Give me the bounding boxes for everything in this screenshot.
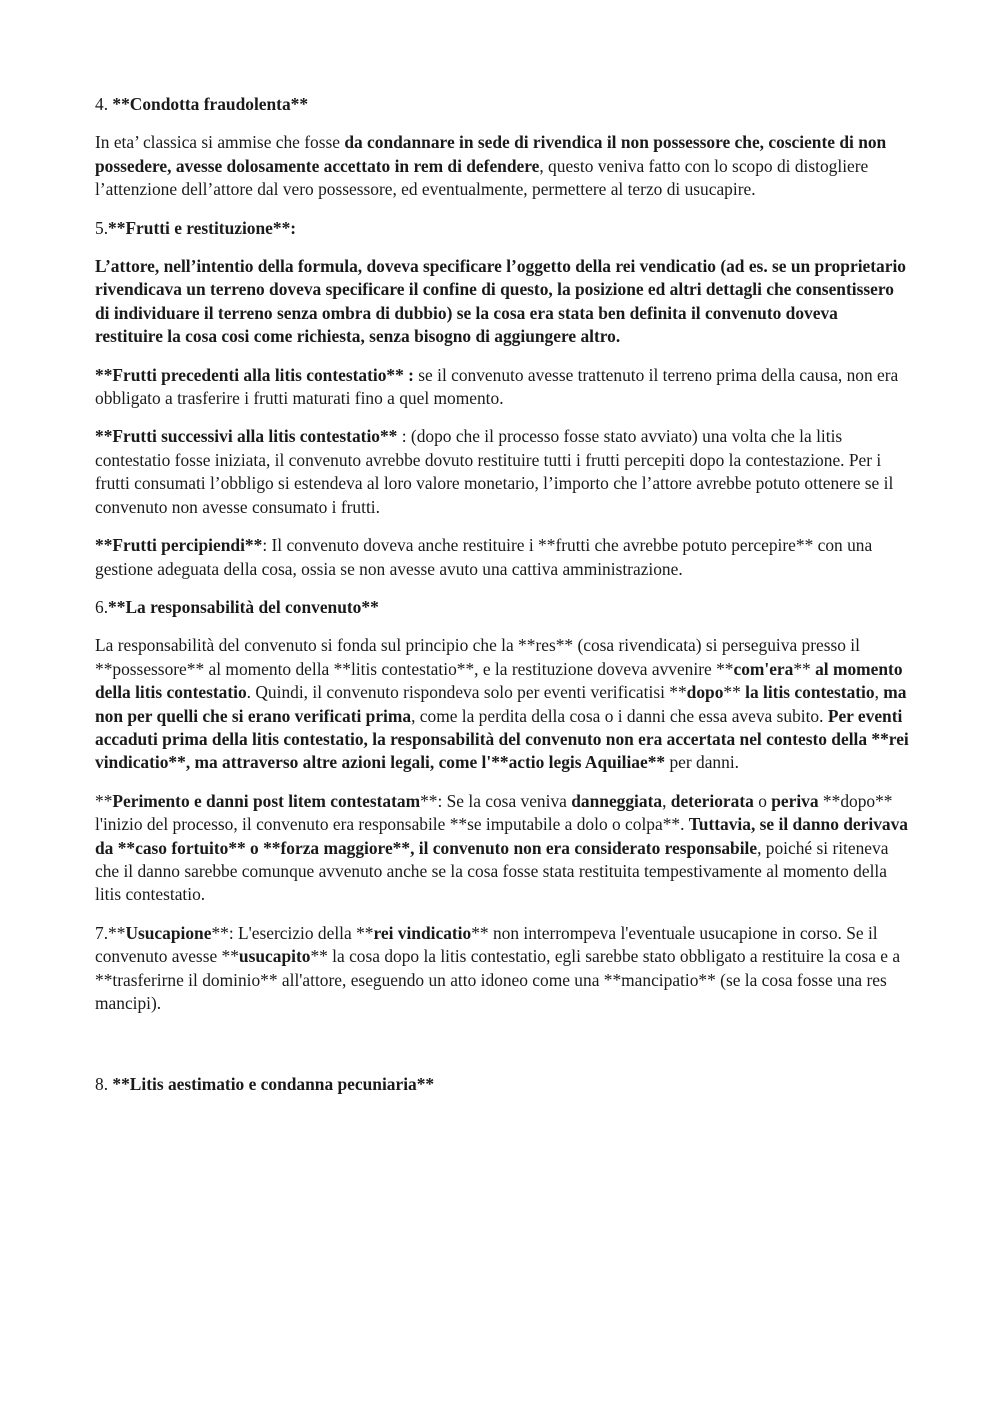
section-title: **Litis aestimatio e condanna pecuniaria**: [112, 1074, 435, 1095]
section-5-heading: [95, 217, 910, 240]
section-7-paragraph: 7.**Usucapione**: L'esercizio della **rei vindicatio** non interrompeva l'eventuale usucapione in corso. Se il convenuto avesse **usucapito** la cosa dopo la litis contestatio, egli sarebbe stato obbligato a restituire la cosa e a **trasferirne il dominio** all'attore, eseguendo un atto idoneo come una **mancipatio** (se la cosa fosse una res mancipi).: [95, 922, 901, 1013]
section-number: 6.: [95, 596, 109, 617]
section-6-paragraph: La responsabilità del convenuto si fonda sul principio che la **res** (cosa rivendicata) si perseguiva presso il **possessore** al momento della **litis contestatio**, e la restituzione doveva avvenire **com'era** al momento della litis contestatio. Quindi, il convenuto rispondeva solo per eventi verificatisi **dopo** la litis contestatio, ma non per quelli che si erano verificati prima, come la perdita della cosa o i danni che essa aveva subito. Per eventi accaduti prima della litis contestatio, la responsabilità del convenuto non era accertata nel contesto della **rei vindicatio**, ma attraverso altre azioni legali, come l'**actio legis Aquiliae** per danni.: [95, 635, 909, 773]
section-4-heading: [95, 93, 910, 116]
frutti-successivi-paragraph: **Frutti successivi alla litis contestatio** : (dopo che il processo fosse stato avviato) una volta che la litis contestatio fosse iniziata, il convenuto avrebbe dovuto restituire tutti i frutti percepiti dopo la contestazione. Per i frutti consumati l’obbligo si estendeva al loro valore monetario, l’importo che l’attore avrebbe potuto ottenere se il convenuto non avesse consumato i frutti.: [95, 426, 894, 517]
frutti-precedenti-paragraph: **Frutti precedenti alla litis contestatio** : se il convenuto avesse trattenuto il terreno prima della causa, non era obbligato a trasferire i frutti maturati fino a quel momento.: [95, 364, 899, 409]
section-number: 8.: [95, 1074, 113, 1095]
section-number: 5.: [95, 217, 109, 238]
section-title: **Frutti e restituzione**:: [108, 217, 297, 238]
perimento-paragraph: **Perimento e danni post litem contestatam**: Se la cosa veniva danneggiata, deteriorata o periva **dopo** l'inizio del processo, il convenuto era responsabile **se imputabile a dolo o colpa**. Tuttavia, se il danno derivava da **caso fortuito** o **forza maggiore**, il convenuto non era considerato responsabile, poiché si riteneva che il danno sarebbe comunque avvenuto anche se la cosa fosse stata restituita tempestivamente al momento della litis contestatio.: [95, 790, 908, 905]
section-8-heading: [95, 1073, 910, 1096]
document-page: [95, 93, 910, 1112]
section-number: 4.: [95, 94, 113, 114]
section-title: **Condotta fraudolenta**: [112, 94, 309, 114]
section-6-heading: [95, 596, 910, 619]
section-4-paragraph: In eta’ classica si ammise che fosse da condannare in sede di rivendica il non possessore che, cosciente di non possedere, avesse dolosamente accettato in rem di defendere, questo veniva fatto con lo scopo di distogliere l’attenzione dell’attore dal vero possessore, ed eventualmente, permettere al terzo di usucapire.: [95, 132, 887, 200]
frutti-percipiendi-paragraph: **Frutti percipiendi**: Il convenuto doveva anche restituire i **frutti che avrebbe potuto percepire** con una gestione adeguata della cosa, ossia se non avesse avuto una cattiva amministrazione.: [95, 535, 873, 579]
section-5-intro: L’attore, nell’intentio della formula, doveva specificare l’oggetto della rei vendicatio (ad es. se un proprietario rivendicava un terreno doveva specificare il confine di questo, la posizione ed altri dettagli che consentissero di individuare il terreno senza ombra di dubbio) se la cosa era stata ben definita il convenuto doveva restituire la cosa cosi come richiesta, senza bisogno di aggiungere altro.: [95, 256, 906, 347]
section-title: **La responsabilità del convenuto**: [108, 596, 379, 617]
